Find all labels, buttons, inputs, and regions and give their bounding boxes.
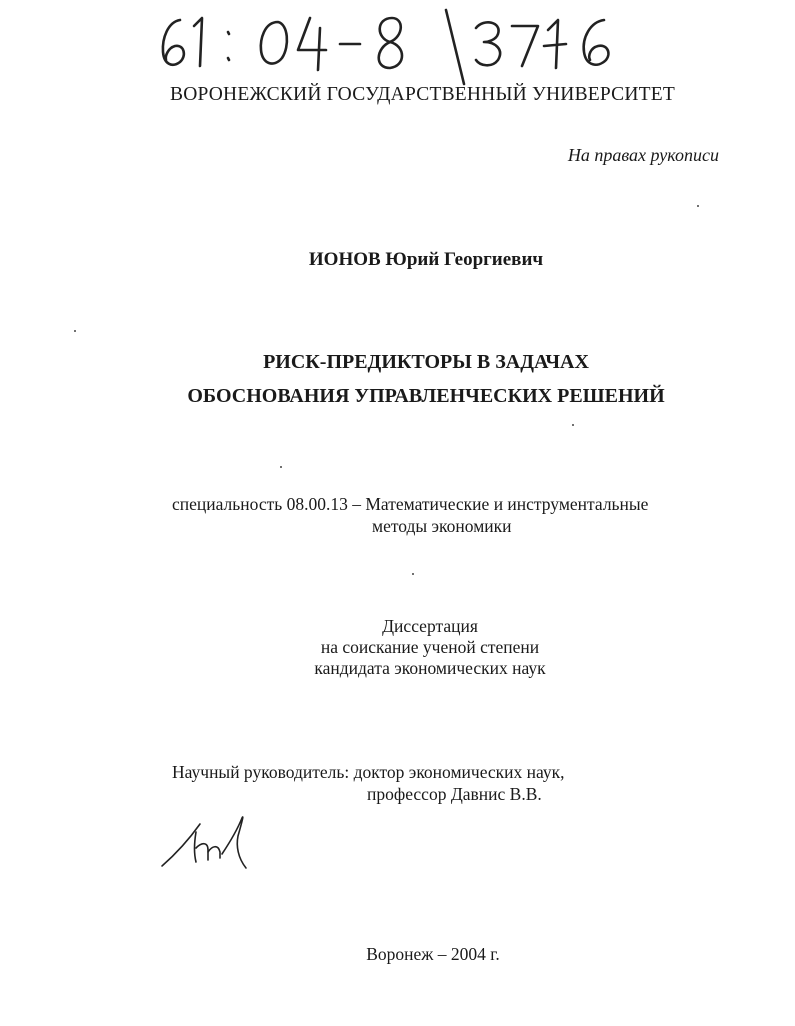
degree-statement [0,616,795,679]
scan-speck [74,330,76,332]
title-line-2: ОБОСНОВАНИЯ УПРАВЛЕНЧЕСКИХ РЕШЕНИЙ [187,385,665,407]
dissertation-title [0,345,795,413]
handwritten-archive-code [150,4,670,86]
degree-line-3: кандидата экономических наук [314,658,546,678]
university-name: ВОРОНЕЖСКИЙ ГОСУДАРСТВЕННЫЙ УНИВЕРСИТЕТ [170,84,676,105]
scan-speck [280,466,282,468]
specialty-line-2: методы экономики [372,516,512,536]
scan-speck [572,424,574,426]
signature [158,812,258,874]
scan-speck [697,205,699,207]
specialty-line-1: специальность 08.00.13 – Математические и инструментальные [172,494,649,514]
manuscript-note: На правах рукописи [567,145,719,165]
supervisor-line-1: Научный руководитель: доктор экономических наук, [172,762,565,782]
degree-line-2: на соискание ученой степени [320,637,540,657]
degree-line-1: Диссертация [382,616,478,636]
scan-speck [412,573,414,575]
supervisor-line-2: профессор Давнис В.В. [367,784,542,804]
city-year: Воронеж – 2004 г. [366,944,500,964]
author-name: ИОНОВ Юрий Георгиевич [308,249,544,270]
title-line-1: РИСК-ПРЕДИКТОРЫ В ЗАДАЧАХ [263,351,589,373]
